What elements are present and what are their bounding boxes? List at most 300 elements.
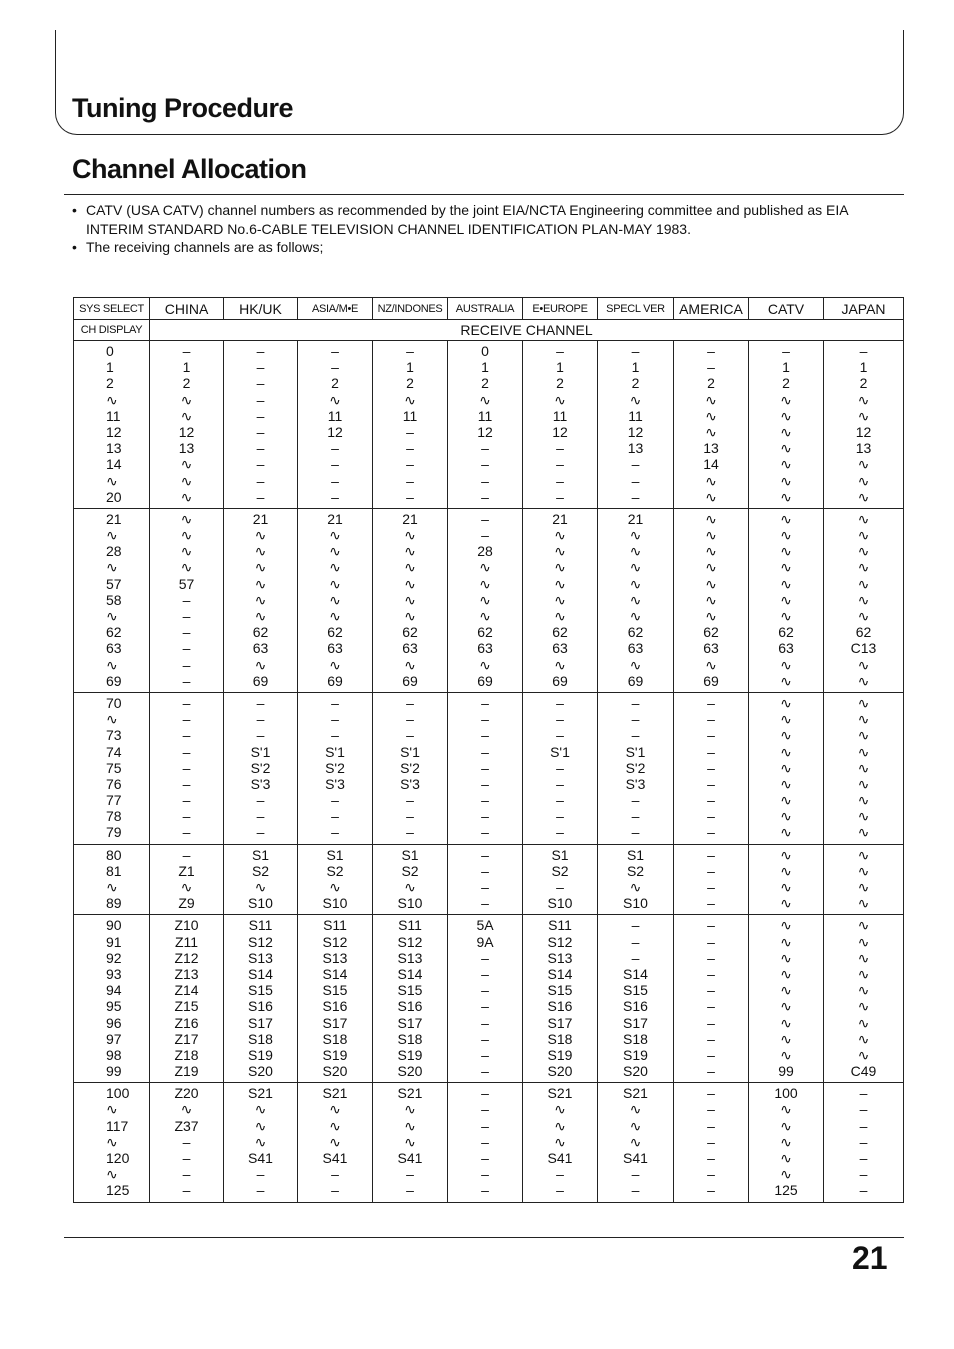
channel-value: – bbox=[406, 423, 414, 440]
col-header-australia: AUSTRALIA bbox=[448, 298, 523, 320]
channel-value: ∿ bbox=[780, 1166, 792, 1183]
footer-divider bbox=[64, 1237, 904, 1238]
channel-value: – bbox=[481, 808, 489, 825]
channel-value: S11 bbox=[398, 917, 422, 934]
channel-value: ∿ bbox=[780, 917, 792, 934]
channel-value: – bbox=[481, 527, 489, 544]
channel-value: – bbox=[182, 1182, 191, 1199]
channel-value: ∿ bbox=[554, 527, 566, 544]
channel-value: – bbox=[481, 1030, 489, 1047]
channel-value: – bbox=[481, 440, 489, 457]
page-number: 21 bbox=[852, 1240, 888, 1276]
channel-value: 63 bbox=[703, 640, 719, 657]
channel-value: C49 bbox=[850, 1063, 877, 1080]
receive-channel-cell bbox=[448, 508, 523, 692]
channel-value: Z11 bbox=[174, 933, 199, 950]
receive-channel-cell bbox=[150, 915, 224, 1083]
channel-value: – bbox=[256, 1182, 265, 1199]
channel-value: – bbox=[182, 743, 191, 760]
channel-value: – bbox=[707, 808, 715, 825]
channel-value: S10 bbox=[397, 895, 423, 912]
receive-channel-cell bbox=[749, 844, 824, 915]
receive-channel-cell bbox=[749, 692, 824, 844]
receive-channel-cell bbox=[224, 1083, 298, 1202]
channel-group-row bbox=[74, 508, 904, 692]
channel-value: S'1 bbox=[250, 743, 271, 760]
channel-value: ∿ bbox=[857, 543, 870, 560]
channel-value: – bbox=[406, 343, 414, 359]
channel-value: ∿ bbox=[705, 656, 717, 673]
channel-value: – bbox=[481, 949, 489, 966]
channel-value: – bbox=[182, 343, 191, 359]
receive-channel-cell bbox=[448, 915, 523, 1083]
channel-value: 11 bbox=[327, 407, 343, 424]
channel-value: 63 bbox=[402, 640, 418, 657]
channel-value: – bbox=[631, 933, 640, 950]
col-header-hk-uk: HK/UK bbox=[224, 298, 298, 320]
channel-value: ∿ bbox=[629, 527, 642, 544]
channel-value: – bbox=[331, 792, 339, 809]
receive-channel-cell bbox=[523, 341, 598, 509]
channel-value: S10 bbox=[547, 895, 573, 912]
ch-display-cell bbox=[74, 341, 150, 509]
channel-value: S11 bbox=[548, 917, 572, 934]
receive-channel-cell bbox=[598, 915, 674, 1083]
channel-value: 69 bbox=[402, 672, 418, 689]
channel-value: – bbox=[256, 407, 265, 424]
channel-value: – bbox=[481, 1150, 489, 1166]
channel-value: 63 bbox=[327, 640, 343, 657]
channel-value: ∿ bbox=[254, 591, 267, 608]
channel-value: Z15 bbox=[174, 998, 199, 1015]
channel-value: ∿ bbox=[329, 1133, 341, 1150]
channel-value: 9A bbox=[476, 933, 494, 950]
channel-value: ∿ bbox=[106, 608, 118, 624]
channel-value: ∿ bbox=[404, 608, 416, 624]
channel-value: 0 bbox=[106, 343, 114, 359]
channel-value: S41 bbox=[623, 1150, 648, 1166]
channel-value: – bbox=[707, 792, 715, 809]
receive-channel-cell bbox=[598, 844, 674, 915]
channel-value: – bbox=[182, 694, 191, 711]
channel-value: ∿ bbox=[857, 759, 870, 776]
channel-value: S17 bbox=[623, 1014, 648, 1031]
channel-value: 13 bbox=[627, 440, 644, 457]
channel-value: – bbox=[707, 1101, 715, 1118]
col-header-america: AMERICA bbox=[674, 298, 749, 320]
channel-value: ∿ bbox=[629, 1117, 642, 1134]
channel-value: ∿ bbox=[780, 472, 792, 489]
channel-value: ∿ bbox=[479, 559, 491, 576]
receive-channel-cell bbox=[824, 1083, 904, 1202]
channel-value: S18 bbox=[248, 1030, 273, 1047]
channel-value: – bbox=[707, 727, 715, 744]
channel-value: ∿ bbox=[329, 879, 341, 895]
channel-value: 13 bbox=[178, 440, 195, 457]
channel-value: – bbox=[256, 808, 265, 825]
channel-value: 97 bbox=[106, 1030, 122, 1047]
channel-value: – bbox=[481, 792, 489, 809]
receive-channel-cell bbox=[298, 1083, 373, 1202]
channel-value: ∿ bbox=[780, 862, 792, 879]
channel-value: 94 bbox=[106, 982, 122, 999]
receive-channel-cell bbox=[373, 692, 448, 844]
channel-value: ∿ bbox=[857, 510, 870, 527]
channel-value: S11 bbox=[248, 917, 273, 934]
channel-value: ∿ bbox=[780, 456, 792, 473]
receive-channel-cell bbox=[373, 915, 448, 1083]
channel-value: ∿ bbox=[180, 559, 193, 576]
channel-value: ∿ bbox=[629, 591, 642, 608]
channel-value: – bbox=[481, 456, 489, 473]
receive-channel-cell bbox=[298, 508, 373, 692]
channel-value: ∿ bbox=[254, 543, 267, 560]
channel-value: – bbox=[707, 1182, 715, 1199]
channel-value: 63 bbox=[252, 640, 269, 657]
receive-channel-cell bbox=[598, 508, 674, 692]
channel-value: – bbox=[556, 472, 564, 489]
receive-channel-cell bbox=[298, 844, 373, 915]
channel-value: ∿ bbox=[780, 933, 792, 950]
channel-value: – bbox=[859, 343, 868, 359]
channel-value: Z12 bbox=[174, 949, 199, 966]
channel-value: S1 bbox=[326, 846, 344, 863]
channel-value: 70 bbox=[106, 694, 122, 711]
channel-value: S16 bbox=[397, 998, 423, 1015]
channel-value: ∿ bbox=[857, 591, 870, 608]
channel-value: – bbox=[256, 456, 265, 473]
channel-value: 11 bbox=[106, 407, 121, 424]
channel-value: S'2 bbox=[625, 759, 646, 776]
channel-value: – bbox=[631, 727, 640, 744]
channel-value: S21 bbox=[547, 1085, 573, 1102]
channel-value: – bbox=[481, 862, 489, 879]
channel-value: ∿ bbox=[780, 965, 792, 982]
channel-value: ∿ bbox=[857, 711, 870, 728]
channel-value: 2 bbox=[106, 375, 114, 392]
channel-value: S'3 bbox=[325, 775, 345, 792]
channel-value: S21 bbox=[397, 1085, 423, 1102]
receive-channel-cell bbox=[749, 915, 824, 1083]
col-header-e-europe: E•EUROPE bbox=[523, 298, 598, 320]
receive-channel-cell bbox=[824, 692, 904, 844]
channel-value: 62 bbox=[778, 624, 794, 641]
channel-value: 21 bbox=[552, 510, 568, 527]
channel-value: ∿ bbox=[857, 527, 870, 544]
channel-value: S17 bbox=[547, 1014, 573, 1031]
channel-value: ∿ bbox=[780, 808, 792, 825]
receive-channel-cell bbox=[824, 844, 904, 915]
channel-value: 98 bbox=[106, 1046, 122, 1063]
channel-value: – bbox=[406, 456, 414, 473]
channel-value: S'1 bbox=[325, 743, 345, 760]
channel-value: 12 bbox=[178, 423, 195, 440]
channel-value: ∿ bbox=[857, 472, 870, 489]
channel-value: 77 bbox=[106, 792, 122, 809]
receive-channel-cell bbox=[150, 341, 224, 509]
channel-value: ∿ bbox=[329, 608, 341, 624]
channel-value: 80 bbox=[106, 846, 122, 863]
channel-value: – bbox=[481, 1063, 489, 1080]
ch-display-cell bbox=[74, 844, 150, 915]
channel-value: ∿ bbox=[554, 1117, 566, 1134]
channel-value: ∿ bbox=[780, 775, 792, 792]
channel-value: S13 bbox=[397, 949, 423, 966]
receive-channel-cell bbox=[523, 915, 598, 1083]
receive-channel-cell bbox=[373, 341, 448, 509]
channel-value: 2 bbox=[782, 375, 790, 392]
channel-value: ∿ bbox=[404, 879, 416, 895]
channel-value: 62 bbox=[703, 624, 719, 641]
channel-value: 2 bbox=[406, 375, 414, 392]
channel-value: ∿ bbox=[629, 575, 642, 592]
channel-value: 125 bbox=[774, 1182, 798, 1199]
channel-value: S2 bbox=[326, 862, 344, 879]
channel-value: ∿ bbox=[180, 543, 193, 560]
channel-value: 57 bbox=[106, 575, 122, 592]
channel-value: – bbox=[707, 917, 715, 934]
channel-value: 91 bbox=[106, 933, 122, 950]
channel-value: ∿ bbox=[180, 456, 193, 473]
channel-value: – bbox=[556, 808, 564, 825]
channel-value: S14 bbox=[322, 965, 348, 982]
channel-value: – bbox=[256, 727, 265, 744]
receive-channel-cell bbox=[523, 692, 598, 844]
channel-value: ∿ bbox=[780, 694, 792, 711]
channel-value: S14 bbox=[547, 965, 573, 982]
channel-value: S2 bbox=[626, 862, 645, 879]
channel-value: ∿ bbox=[857, 672, 870, 689]
channel-value: ∿ bbox=[180, 879, 193, 895]
channel-value: Z37 bbox=[174, 1117, 199, 1134]
channel-value: 69 bbox=[252, 672, 269, 689]
channel-value: – bbox=[406, 808, 414, 825]
channel-value: – bbox=[331, 808, 339, 825]
channel-value: – bbox=[331, 1182, 339, 1199]
ch-display-label: CH DISPLAY bbox=[74, 320, 150, 341]
channel-value: S'2 bbox=[250, 759, 271, 776]
channel-value: – bbox=[859, 1150, 868, 1166]
channel-value: – bbox=[707, 775, 715, 792]
channel-value: ∿ bbox=[857, 1030, 870, 1047]
bullet-catv-standard: • CATV (USA CATV) channel numbers as recommended by the joint EIA/NCTA Engineering committee and published as EIA INTERIM STANDARD No.6-CABLE TELEVISION CHANNEL IDENTIFICATION PLAN-MAY 1983. bbox=[72, 201, 892, 238]
channel-value: – bbox=[182, 591, 191, 608]
channel-value: ∿ bbox=[780, 846, 792, 863]
channel-value: – bbox=[556, 343, 564, 359]
channel-value: S11 bbox=[323, 917, 347, 934]
col-header-specl-ver: SPECL VER bbox=[598, 298, 674, 320]
channel-value: ∿ bbox=[857, 391, 870, 408]
channel-value: – bbox=[481, 846, 489, 863]
channel-value: Z18 bbox=[174, 1046, 199, 1063]
channel-group-row bbox=[74, 692, 904, 844]
channel-value: S12 bbox=[248, 933, 273, 950]
channel-value: 62 bbox=[402, 624, 418, 641]
channel-value: 63 bbox=[106, 640, 122, 657]
channel-value: ∿ bbox=[857, 608, 870, 624]
channel-value: Z1 bbox=[178, 862, 195, 879]
channel-value: ∿ bbox=[780, 727, 792, 744]
channel-value: ∿ bbox=[857, 456, 870, 473]
channel-value: 78 bbox=[106, 808, 122, 825]
channel-value: ∿ bbox=[780, 440, 792, 457]
channel-value: S'2 bbox=[400, 759, 420, 776]
channel-value: ∿ bbox=[780, 982, 792, 999]
channel-value: S18 bbox=[322, 1030, 348, 1047]
channel-value: 63 bbox=[627, 640, 644, 657]
channel-value: ∿ bbox=[780, 879, 792, 895]
col-header-japan: JAPAN bbox=[824, 298, 904, 320]
channel-value: – bbox=[859, 1182, 868, 1199]
receive-channel-cell bbox=[598, 1083, 674, 1202]
channel-value: – bbox=[707, 359, 715, 376]
channel-value: – bbox=[182, 672, 191, 689]
channel-value: S19 bbox=[623, 1046, 648, 1063]
channel-value: – bbox=[859, 1117, 868, 1134]
receive-channel-cell bbox=[373, 1083, 448, 1202]
channel-value: – bbox=[406, 727, 414, 744]
section-title: Tuning Procedure bbox=[72, 93, 294, 123]
channel-value: Z14 bbox=[174, 982, 199, 999]
channel-value: – bbox=[556, 440, 564, 457]
receive-channel-cell bbox=[373, 844, 448, 915]
channel-value: 63 bbox=[477, 640, 493, 657]
channel-value: S1 bbox=[551, 846, 569, 863]
channel-value: – bbox=[256, 423, 265, 440]
channel-value: 100 bbox=[106, 1085, 130, 1102]
channel-value: Z16 bbox=[174, 1014, 199, 1031]
channel-value: ∿ bbox=[629, 1101, 642, 1118]
channel-value: – bbox=[256, 359, 265, 376]
channel-value: Z13 bbox=[174, 965, 199, 982]
channel-value: – bbox=[256, 343, 265, 359]
col-header-catv: CATV bbox=[749, 298, 824, 320]
ch-display-cell bbox=[74, 508, 150, 692]
receive-channel-cell bbox=[674, 844, 749, 915]
col-header-china: CHINA bbox=[150, 298, 224, 320]
channel-value: – bbox=[182, 1166, 191, 1183]
channel-value: C13 bbox=[850, 640, 877, 657]
channel-value: S41 bbox=[397, 1150, 423, 1166]
channel-value: 99 bbox=[778, 1063, 794, 1080]
receive-channel-cell bbox=[224, 915, 298, 1083]
channel-value: ∿ bbox=[479, 608, 491, 624]
channel-value: Z9 bbox=[178, 895, 195, 912]
channel-value: ∿ bbox=[554, 575, 566, 592]
channel-value: – bbox=[631, 792, 640, 809]
channel-value: ∿ bbox=[857, 949, 870, 966]
channel-value: 2 bbox=[481, 375, 489, 392]
channel-value: S12 bbox=[397, 933, 423, 950]
channel-value: – bbox=[556, 727, 564, 744]
channel-value: – bbox=[707, 343, 715, 359]
receive-channel-cell bbox=[674, 692, 749, 844]
channel-value: 100 bbox=[774, 1085, 798, 1102]
channel-value: – bbox=[707, 824, 715, 841]
channel-value: 62 bbox=[327, 624, 343, 641]
channel-value: ∿ bbox=[554, 656, 566, 673]
channel-group-row bbox=[74, 844, 904, 915]
channel-value: ∿ bbox=[329, 591, 341, 608]
channel-value: 11 bbox=[477, 407, 493, 424]
channel-value: ∿ bbox=[554, 1133, 566, 1150]
channel-value: – bbox=[556, 1166, 564, 1183]
channel-value: – bbox=[859, 1101, 868, 1118]
channel-value: ∿ bbox=[705, 488, 717, 505]
channel-value: ∿ bbox=[254, 1101, 267, 1118]
channel-value: – bbox=[556, 456, 564, 473]
channel-value: ∿ bbox=[180, 488, 193, 505]
channel-value: ∿ bbox=[780, 575, 792, 592]
channel-value: S16 bbox=[322, 998, 348, 1015]
channel-value: 63 bbox=[552, 640, 568, 657]
channel-value: – bbox=[707, 1117, 715, 1134]
channel-value: – bbox=[631, 488, 640, 505]
channel-value: S20 bbox=[547, 1063, 573, 1080]
channel-value: 5A bbox=[476, 917, 494, 934]
receive-channel-cell bbox=[824, 915, 904, 1083]
channel-value: 90 bbox=[106, 917, 122, 934]
channel-value: ∿ bbox=[857, 1046, 870, 1063]
channel-value: – bbox=[182, 824, 191, 841]
channel-value: ∿ bbox=[780, 1117, 792, 1134]
channel-value: – bbox=[256, 472, 265, 489]
receive-channel-cell bbox=[448, 844, 523, 915]
channel-value: S17 bbox=[322, 1014, 348, 1031]
receive-channel-cell bbox=[298, 915, 373, 1083]
channel-value: S1 bbox=[251, 846, 270, 863]
channel-value: ∿ bbox=[857, 559, 870, 576]
channel-value: 1 bbox=[182, 359, 191, 376]
receive-channel-cell bbox=[674, 341, 749, 509]
channel-value: S20 bbox=[248, 1063, 273, 1080]
channel-value: S2 bbox=[551, 862, 569, 879]
channel-value: 117 bbox=[106, 1117, 129, 1134]
title-divider bbox=[64, 194, 904, 195]
channel-value: ∿ bbox=[329, 559, 341, 576]
channel-value: ∿ bbox=[780, 1101, 792, 1118]
channel-value: S20 bbox=[322, 1063, 348, 1080]
channel-value: ∿ bbox=[780, 743, 792, 760]
channel-value: – bbox=[256, 488, 265, 505]
channel-value: – bbox=[406, 711, 414, 728]
channel-value: 76 bbox=[106, 775, 122, 792]
channel-value: – bbox=[406, 792, 414, 809]
channel-value: ∿ bbox=[780, 423, 792, 440]
channel-value: ∿ bbox=[857, 879, 870, 895]
channel-value: – bbox=[481, 1046, 489, 1063]
system-header-row bbox=[74, 298, 904, 320]
channel-value: ∿ bbox=[780, 792, 792, 809]
page-title: Channel Allocation bbox=[72, 154, 307, 184]
channel-value: ∿ bbox=[857, 982, 870, 999]
channel-value: – bbox=[481, 694, 489, 711]
channel-value: S2 bbox=[251, 862, 270, 879]
channel-value: – bbox=[182, 846, 191, 863]
channel-value: ∿ bbox=[857, 808, 870, 825]
channel-value: 69 bbox=[627, 672, 644, 689]
channel-value: ∿ bbox=[705, 527, 717, 544]
channel-value: S16 bbox=[248, 998, 273, 1015]
channel-value: – bbox=[182, 775, 191, 792]
channel-value: 69 bbox=[477, 672, 493, 689]
channel-value: ∿ bbox=[780, 543, 792, 560]
channel-value: ∿ bbox=[857, 575, 870, 592]
channel-value: ∿ bbox=[404, 1101, 416, 1118]
channel-value: – bbox=[182, 608, 191, 624]
channel-value: – bbox=[331, 727, 339, 744]
channel-value: ∿ bbox=[404, 527, 416, 544]
